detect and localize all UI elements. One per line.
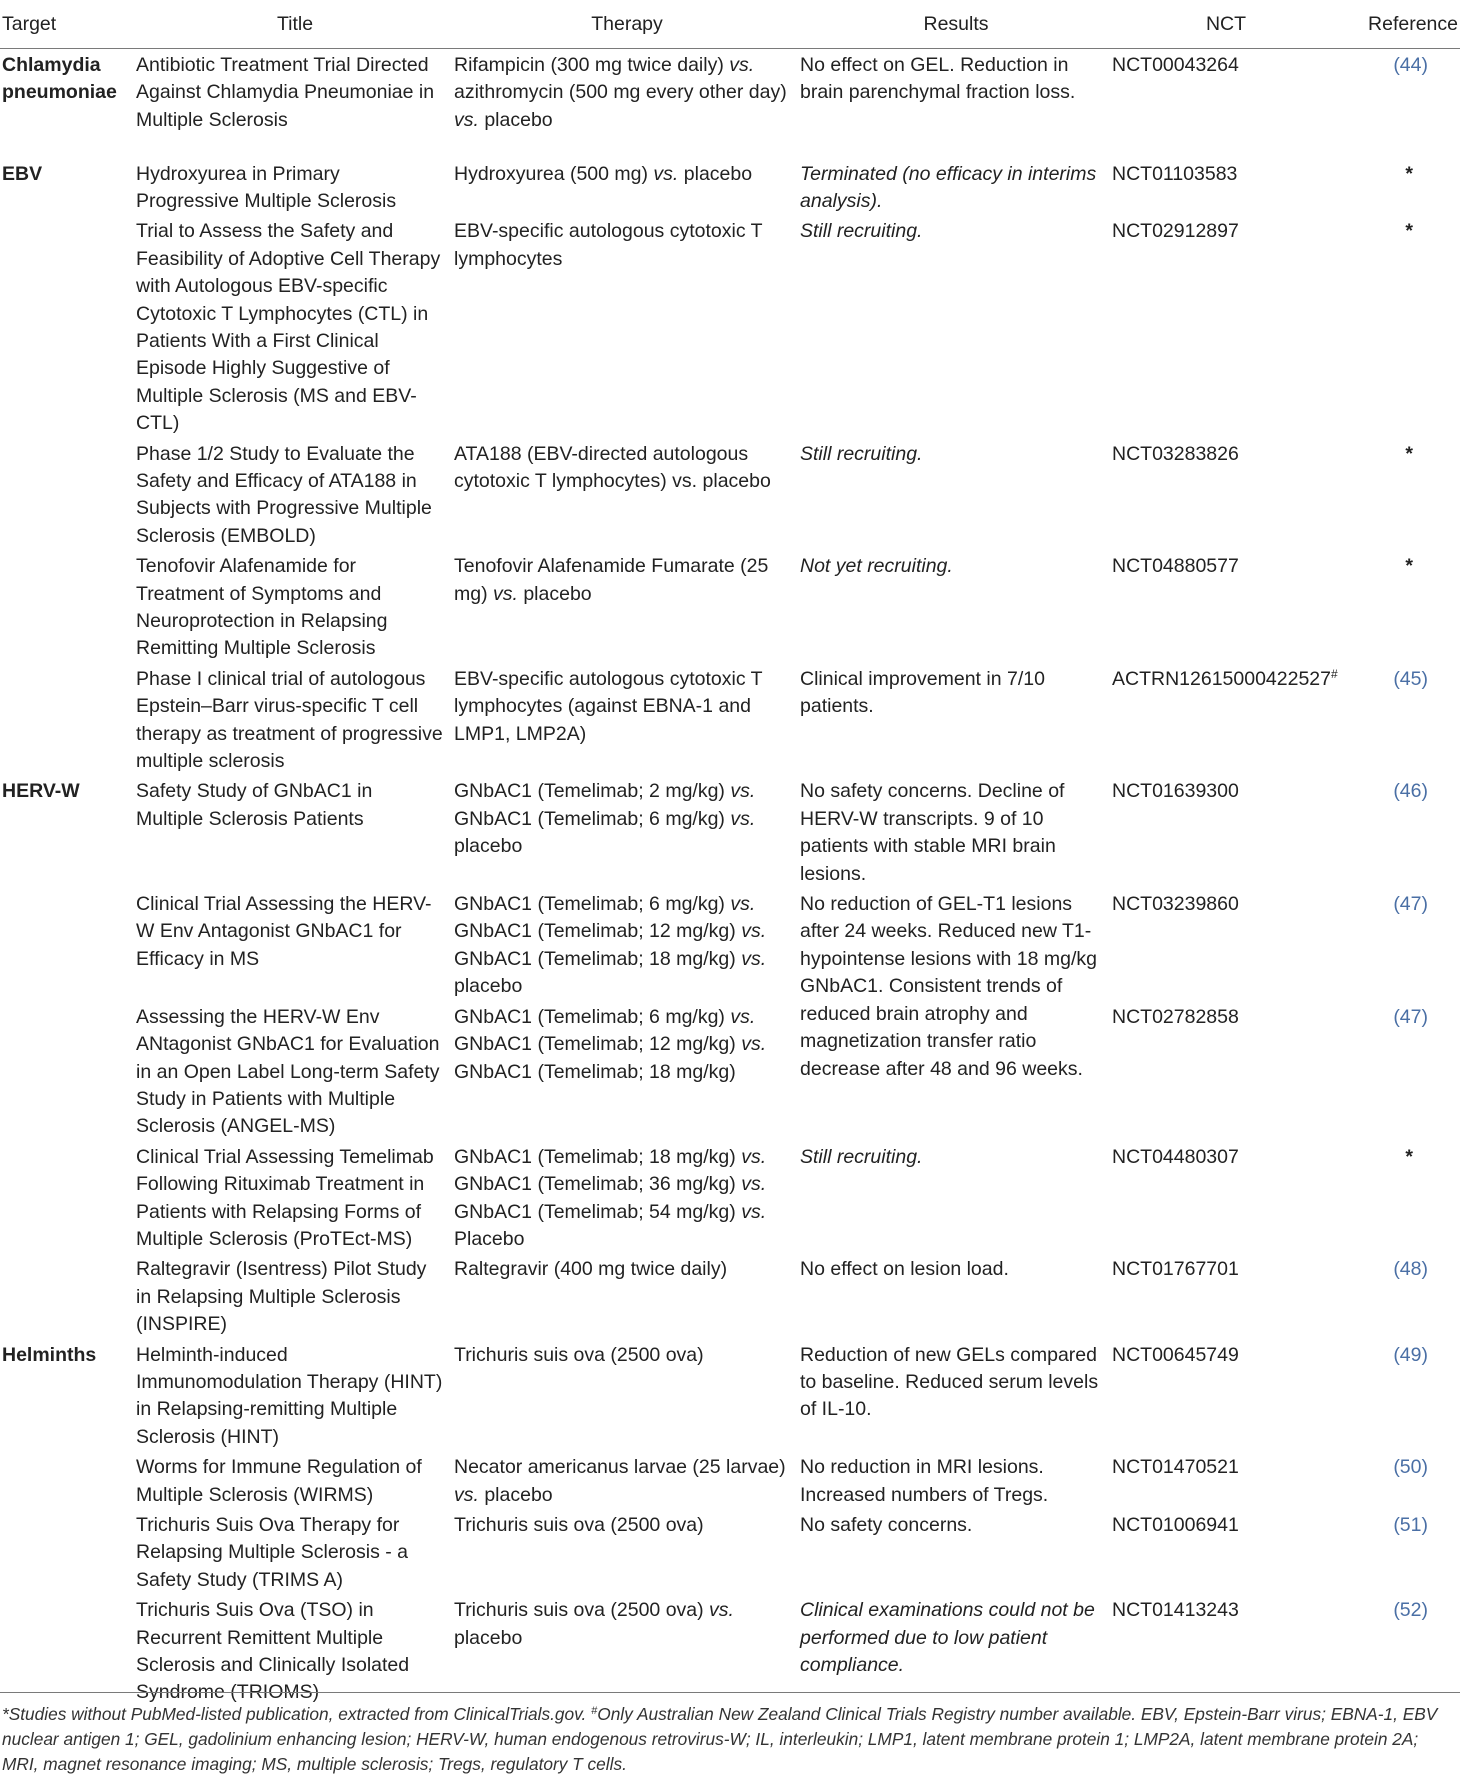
footnote-star: * (2, 1704, 9, 1724)
therapy-text: GNbAC1 (Temelimab; 54 mg/kg) (454, 1200, 742, 1223)
nct-number: NCT03283826 (1112, 442, 1239, 465)
table-row (0, 550, 1460, 663)
therapy-text: Raltegravir (400 mg twice daily) (454, 1258, 728, 1281)
therapy-text: vs. (653, 162, 679, 185)
results-text: Terminated (no efficacy in interims analysis). (800, 162, 1097, 212)
cell-therapy (454, 663, 800, 776)
cell-therapy (454, 215, 800, 437)
cell-target (0, 663, 136, 776)
nct-number: NCT01767701 (1112, 1258, 1239, 1281)
therapy-text: vs. (729, 54, 755, 76)
cell-nct (1112, 1339, 1340, 1452)
table-footnote (2, 1702, 1456, 1777)
nct-number: NCT00043264 (1112, 54, 1239, 76)
cell-target: Chlamydia pneumoniae (2, 54, 117, 104)
header-reference: Reference (1340, 0, 1460, 49)
cell-title: Safety Study of GNbAC1 in Multiple Sclerosis Patients (136, 780, 373, 830)
cell-title: Phase I clinical trial of autologous Epstein–Barr virus-specific T cell therapy as treatment of progressive multiple sclerosis (136, 667, 443, 773)
cell-title: Trichuris Suis Ova Therapy for Relapsing Multiple Sclerosis - a Safety Study (TRIMS A) (136, 1514, 409, 1591)
cell-target (0, 1594, 136, 1707)
therapy-text: GNbAC1 (Temelimab; 12 mg/kg) (454, 1033, 742, 1056)
therapy-text: placebo (454, 1626, 523, 1649)
therapy-text: vs. (454, 108, 479, 131)
therapy-text: vs. (709, 1599, 734, 1622)
results-text: Still recruiting. (800, 442, 923, 465)
cell-results (800, 775, 1112, 888)
cell-reference: * (1405, 220, 1413, 243)
therapy-text: vs. (493, 582, 518, 605)
cell-reference: (51) (1393, 1514, 1428, 1536)
cell-title: Hydroxyurea in Primary Progressive Multiple Sclerosis (136, 162, 397, 212)
cell-results (800, 215, 1112, 437)
therapy-text: GNbAC1 (Temelimab; 6 mg/kg) (454, 1005, 731, 1028)
therapy-text: EBV-specific autologous cytotoxic T lymphocytes (against EBNA-1 and LMP1, LMP2A) (454, 667, 763, 745)
cell-target: HERV-W (2, 780, 80, 803)
therapy-text: vs. (741, 1173, 767, 1196)
cell-nct (1112, 1451, 1340, 1509)
cell-title: Trichuris Suis Ova (TSO) in Recurrent Remittent Multiple Sclerosis and Clinically Isolated Syndrome (TRIOMS) (136, 1599, 410, 1704)
cell-title: Assessing the HERV-W Env ANtagonist GNbAC1 for Evaluation in an Open Label Long-term Safety Study in Patients with Multiple Sclerosis (ANGEL-MS) (136, 1005, 440, 1138)
therapy-text: GNbAC1 (Temelimab; 18 mg/kg) (454, 1145, 742, 1168)
cell-nct (1112, 49, 1340, 158)
cell-nct (1112, 775, 1340, 888)
therapy-text: GNbAC1 (Temelimab; 2 mg/kg) (454, 780, 731, 803)
cell-results (800, 663, 1112, 776)
therapy-text: placebo (478, 1483, 553, 1506)
cell-target (0, 215, 136, 437)
nct-number: NCT01413243 (1112, 1599, 1239, 1622)
header-target: Target (0, 0, 136, 49)
cell-reference: (44) (1393, 54, 1428, 76)
therapy-text: placebo (678, 162, 753, 185)
cell-nct (1112, 438, 1340, 551)
nct-number: NCT01006941 (1112, 1514, 1239, 1536)
therapy-text: Trichuris suis ova (2500 ova) (454, 1514, 704, 1536)
cell-results (800, 1451, 1112, 1509)
footnote-part1: Studies without PubMed-listed publication, extracted from ClinicalTrials.gov. (8, 1704, 592, 1724)
cell-therapy (454, 49, 800, 158)
cell-target: EBV (2, 162, 43, 185)
table-row (0, 663, 1460, 776)
cell-title: Helminth-induced Immunomodulation Therapy (HINT) in Relapsing-remitting Multiple Sclerosis (HINT) (136, 1343, 443, 1448)
nct-number: NCT04880577 (1112, 555, 1239, 578)
nct-number: NCT01639300 (1112, 780, 1239, 803)
cell-target (0, 1509, 136, 1594)
therapy-text: Tenofovir Alafenamide Fumarate (25 mg) (454, 555, 769, 605)
therapy-text: Placebo (454, 1227, 525, 1250)
header-therapy: Therapy (454, 0, 800, 49)
nct-number: NCT02912897 (1112, 220, 1239, 243)
nct-number: NCT01470521 (1112, 1456, 1239, 1479)
table-row (0, 1509, 1460, 1594)
table-row (0, 1253, 1460, 1338)
therapy-text: vs. (730, 807, 756, 830)
cell-results (800, 1253, 1112, 1338)
cell-nct (1112, 215, 1340, 437)
therapy-text: vs. (741, 1033, 767, 1056)
cell-therapy (454, 775, 800, 888)
therapy-text: Trichuris suis ova (2500 ova) (454, 1343, 704, 1366)
therapy-text: placebo (517, 582, 592, 605)
cell-target (0, 550, 136, 663)
table-row (0, 775, 1460, 888)
cell-reference: (46) (1393, 780, 1428, 803)
cell-target (0, 438, 136, 551)
header-row (0, 0, 1460, 49)
cell-reference: * (1405, 1145, 1413, 1168)
cell-title: Worms for Immune Regulation of Multiple Sclerosis (WIRMS) (136, 1456, 422, 1506)
results-text: Not yet recruiting. (800, 555, 953, 578)
table-row (0, 215, 1460, 437)
therapy-text: GNbAC1 (Temelimab; 18 mg/kg) (454, 947, 742, 970)
cell-reference: (47) (1393, 893, 1428, 916)
therapy-text: EBV-specific autologous cytotoxic T lymphocytes (454, 220, 763, 270)
nct-number: NCT03239860 (1112, 893, 1239, 916)
therapy-text: vs. (741, 920, 767, 943)
therapy-text: placebo (478, 108, 553, 131)
cell-therapy (454, 438, 800, 551)
cell-title: Trial to Assess the Safety and Feasibility of Adoptive Cell Therapy with Autologous EBV-specific Cytotoxic T Lymphocytes (CTL) in Patients With a First Clinical Episode Highly Suggestive of Multiple Sclerosis (MS and EBV-CTL) (136, 220, 441, 435)
cell-nct (1112, 888, 1340, 1001)
table-row (0, 1001, 1460, 1141)
cell-nct (1112, 1001, 1340, 1141)
therapy-text: GNbAC1 (Temelimab; 18 mg/kg) (454, 1060, 736, 1083)
nct-number: NCT01103583 (1112, 162, 1238, 185)
therapy-text: vs. (741, 947, 767, 970)
table-body (0, 49, 1460, 1707)
cell-reference: (52) (1393, 1599, 1428, 1622)
therapy-text: GNbAC1 (Temelimab; 12 mg/kg) (454, 920, 742, 943)
results-text: No reduction of GEL-T1 lesions after 24 weeks. Reduced new T1-hypointense lesions with 18 mg/kg GNbAC1. Consistent trends of reduced brain atrophy and magnetization transfer ratio decrease after 48 and 96 weeks. (800, 893, 1098, 1080)
therapy-text: placebo (454, 835, 523, 858)
cell-title: Clinical Trial Assessing the HERV-W Env Antagonist GNbAC1 for Efficacy in MS (136, 893, 432, 970)
cell-therapy (454, 1141, 800, 1254)
cell-target (0, 1253, 136, 1338)
therapy-text: placebo (454, 975, 523, 998)
therapy-text: Trichuris suis ova (2500 ova) (454, 1599, 710, 1622)
therapy-text: vs. (741, 1200, 767, 1223)
table-row (0, 1594, 1460, 1707)
table-row (0, 49, 1460, 158)
cell-title: Antibiotic Treatment Trial Directed Against Chlamydia Pneumoniae in Multiple Sclerosis (136, 54, 435, 131)
cell-results (800, 1339, 1112, 1452)
cell-results (800, 438, 1112, 551)
therapy-text: vs. (741, 1145, 767, 1168)
table-row (0, 888, 1460, 1001)
cell-target (0, 888, 136, 1001)
cell-title: Raltegravir (Isentress) Pilot Study in Relapsing Multiple Sclerosis (INSPIRE) (136, 1258, 427, 1336)
table-row (0, 1141, 1460, 1254)
results-text: No effect on lesion load. (800, 1258, 1009, 1281)
cell-target (0, 1001, 136, 1141)
therapy-text: GNbAC1 (Temelimab; 36 mg/kg) (454, 1173, 742, 1196)
results-text: No effect on GEL. Reduction in brain parenchymal fraction loss. (800, 54, 1076, 104)
results-text: Still recruiting. (800, 1145, 923, 1168)
cell-target (0, 1141, 136, 1254)
therapy-text: vs. (730, 893, 756, 916)
cell-results (800, 1141, 1112, 1254)
therapy-text: ATA188 (EBV-directed autologous cytotoxic T lymphocytes) vs. placebo (454, 442, 771, 492)
cell-results (800, 49, 1112, 158)
nct-number: NCT04480307 (1112, 1145, 1239, 1168)
cell-therapy (454, 1509, 800, 1594)
therapy-text: Necator americanus larvae (25 larvae) (454, 1456, 786, 1479)
cell-reference: * (1405, 555, 1413, 578)
cell-reference: (49) (1393, 1343, 1428, 1366)
nct-number: ACTRN12615000422527 (1112, 667, 1331, 690)
table-row (0, 1339, 1460, 1452)
cell-title: Tenofovir Alafenamide for Treatment of Symptoms and Neuroprotection in Relapsing Remitting Multiple Sclerosis (136, 555, 388, 660)
therapy-text: vs. (730, 780, 756, 803)
cell-reference: (50) (1393, 1456, 1428, 1479)
cell-nct (1112, 663, 1340, 776)
cell-reference: * (1405, 162, 1413, 185)
therapy-text: azithromycin (500 mg every other day) (454, 81, 787, 104)
results-text: Reduction of new GELs compared to baseline. Reduced serum levels of IL-10. (800, 1343, 1099, 1421)
therapy-text: vs. (454, 1483, 479, 1506)
header-title: Title (136, 0, 454, 49)
cell-title: Clinical Trial Assessing Temelimab Following Rituximab Treatment in Patients with Relapsing Forms of Multiple Sclerosis (ProTEct-MS) (136, 1145, 434, 1250)
cell-nct (1112, 550, 1340, 663)
results-text: Still recruiting. (800, 220, 923, 243)
cell-nct (1112, 1253, 1340, 1338)
cell-therapy (454, 1594, 800, 1707)
therapy-text: Rifampicin (300 mg twice daily) (454, 54, 730, 76)
nct-number: NCT02782858 (1112, 1005, 1239, 1028)
cell-therapy (454, 1001, 800, 1141)
cell-reference: (48) (1393, 1258, 1428, 1281)
footnote-hash: # (591, 1705, 598, 1717)
cell-nct (1112, 1509, 1340, 1594)
cell-results (800, 158, 1112, 216)
table-row (0, 158, 1460, 216)
header-nct: NCT (1112, 0, 1340, 49)
cell-nct (1112, 158, 1340, 216)
cell-target (0, 1451, 136, 1509)
therapy-text: GNbAC1 (Temelimab; 6 mg/kg) (454, 893, 731, 916)
cell-results (800, 888, 1112, 1141)
results-text: No safety concerns. Decline of HERV-W transcripts. 9 of 10 patients with stable MRI brain lesions. (800, 780, 1065, 885)
cell-title: Phase 1/2 Study to Evaluate the Safety and Efficacy of ATA188 in Subjects with Progressive Multiple Sclerosis (EMBOLD) (136, 442, 432, 547)
cell-reference: (45) (1393, 667, 1428, 690)
table-row (0, 438, 1460, 551)
table-row (0, 1451, 1460, 1509)
footnote-part2: Only Australian New Zealand Clinical Trials Registry number available. EBV, Epstein-Barr virus; EBNA-1, EBV nuclear antigen 1; GEL, gadolinium enhancing lesion; HERV-W, human endogenous retrovirus-W; IL, interleukin; LMP1, latent membrane protein 1; LMP2A, latent membrane protein 2A; MRI, magnet resonance imaging; MS, multiple sclerosis; Tregs, regulatory T cells. (2, 1704, 1438, 1774)
cell-results (800, 1509, 1112, 1594)
therapy-text: GNbAC1 (Temelimab; 6 mg/kg) (454, 807, 731, 830)
results-text: No reduction in MRI lesions. Increased numbers of Tregs. (800, 1456, 1049, 1506)
results-text: No safety concerns. (800, 1514, 973, 1536)
cell-therapy (454, 158, 800, 216)
cell-target: Helminths (2, 1343, 97, 1366)
nct-number: NCT00645749 (1112, 1343, 1239, 1366)
results-text: Clinical examinations could not be performed due to low patient compliance. (800, 1599, 1095, 1677)
table-bottom-rule (0, 1692, 1460, 1693)
header-results: Results (800, 0, 1112, 49)
cell-reference: * (1405, 442, 1413, 465)
nct-footnote-mark: # (1331, 666, 1338, 681)
therapy-text: vs. (730, 1005, 756, 1028)
cell-therapy (454, 1451, 800, 1509)
cell-therapy (454, 888, 800, 1001)
results-text: Clinical improvement in 7/10 patients. (800, 667, 1045, 718)
cell-therapy (454, 1339, 800, 1452)
cell-results (800, 1594, 1112, 1707)
cell-therapy (454, 1253, 800, 1338)
cell-reference: (47) (1393, 1005, 1428, 1028)
cell-therapy (454, 550, 800, 663)
therapy-text: Hydroxyurea (500 mg) (454, 162, 654, 185)
cell-results (800, 550, 1112, 663)
cell-nct (1112, 1141, 1340, 1254)
cell-nct (1112, 1594, 1340, 1707)
